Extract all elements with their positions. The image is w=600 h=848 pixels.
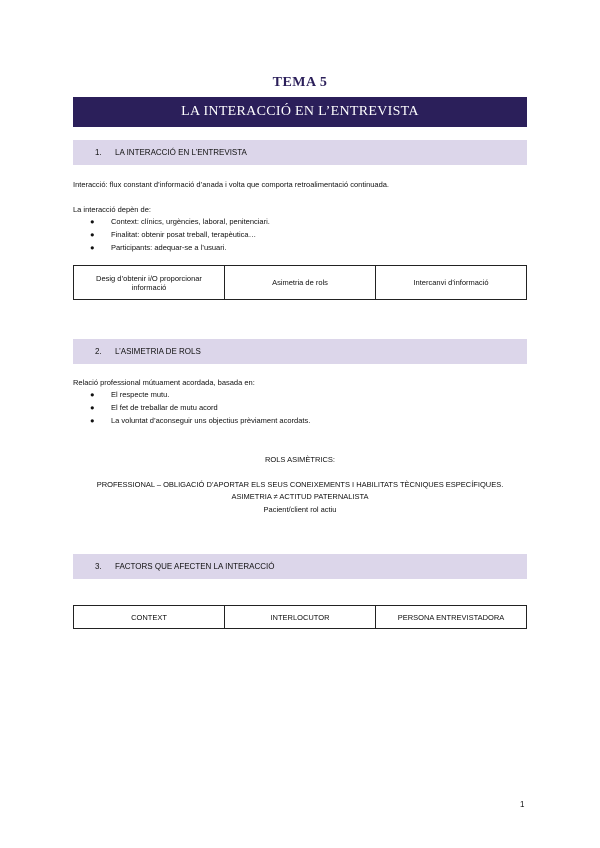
section-3-number: 3.	[95, 562, 102, 571]
professional-role-text: PROFESSIONAL – OBLIGACIÓ D’APORTAR ELS SEUS CONEIXEMENTS I HABILITATS TÈCNIQUES ESPECÍFIQUES.	[96, 480, 504, 489]
patient-role-text: Pacient/client rol actiu	[263, 505, 337, 514]
factors-table	[73, 605, 527, 629]
bullet-icon: ●	[90, 217, 95, 226]
list-item: ● El fet de treballar de mutu acord	[90, 403, 218, 412]
interaction-features-table	[73, 265, 527, 300]
asymmetric-roles-title: ROLS ASIMÈTRICS:	[264, 455, 336, 464]
bullet-icon: ●	[90, 230, 95, 239]
section-1-title: LA INTERACCIÓ EN L’ENTREVISTA	[115, 148, 247, 157]
bullet-icon: ●	[90, 403, 95, 412]
relationship-intro: Relació professional mútuament acordada, basada en:	[73, 378, 255, 387]
topic-title-banner: LA INTERACCIÓ EN L’ENTREVISTA	[73, 97, 527, 127]
list-item: ● Context: clínics, urgències, laboral, penitenciari.	[90, 217, 270, 226]
table-cell: INTERLOCUTOR	[225, 606, 376, 629]
page-number: 1	[520, 800, 525, 809]
list-item: ● La voluntat d’aconseguir uns objectius prèviament acordats.	[90, 416, 311, 425]
table-cell: PERSONA ENTREVISTADORA	[376, 606, 527, 629]
table-cell: Intercanvi d’informació	[376, 266, 527, 300]
list-item: ● Participants: adequar-se a l’usuari.	[90, 243, 227, 252]
section-1-header	[73, 140, 527, 165]
list-item: ● Finalitat: obtenir posat treball, terapèutica…	[90, 230, 257, 239]
section-3-title: FACTORS QUE AFECTEN LA INTERACCIÓ	[115, 562, 275, 571]
section-2-title: L’ASIMETRIA DE ROLS	[115, 347, 201, 356]
table-cell: Desig d’obtenir i/O proporcionar informació	[74, 266, 225, 300]
list-item: ● El respecte mutu.	[90, 390, 170, 399]
topic-number: TEMA 5	[272, 75, 328, 90]
depends-label: La interacció depèn de:	[73, 205, 151, 214]
section-2-header	[73, 339, 527, 364]
section-1-number: 1.	[95, 148, 102, 157]
relationship-list	[90, 388, 310, 427]
interaction-definition: Interacció: flux constant d’informació d’anada i volta que comporta retroalimentació continuada.	[73, 180, 390, 189]
section-3-header	[73, 554, 527, 579]
section-2-number: 2.	[95, 347, 102, 356]
depends-list	[90, 215, 270, 254]
bullet-icon: ●	[90, 243, 95, 252]
table-cell: Asimetria de rols	[225, 266, 376, 300]
asymmetry-note: ASIMETRIA ≠ ACTITUD PATERNALISTA	[231, 492, 369, 501]
table-cell: CONTEXT	[74, 606, 225, 629]
bullet-icon: ●	[90, 390, 95, 399]
bullet-icon: ●	[90, 416, 95, 425]
